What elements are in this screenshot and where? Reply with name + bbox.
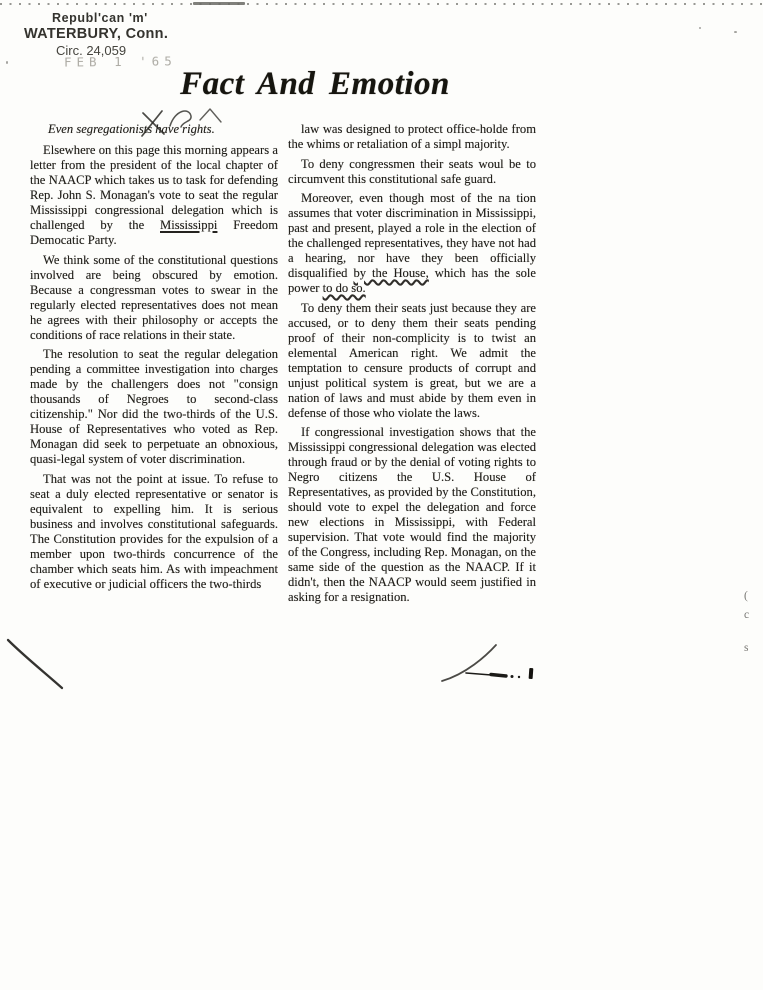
date-stamp: FEB 1 '65: [63, 53, 177, 70]
hand-marked-text: to do so.: [322, 281, 366, 295]
paragraph: The resolution to seat the regular delegation pending a committee investigation into charges made by the challengers does not "consign thousands of Negroes to second-class citizenship." Nor did the two-thirds of the U.S. House of Representatives who voted as Rep. Monagan did seek to perpetuate an obnoxious, quasi-legal system of voter discrimination.: [30, 347, 278, 466]
paragraph: Moreover, even though most of the na tion assumes that voter discrimination in Mississippi, past and present, played a role in the election of the challenged representatives, they have not had a hearing, nor have they been officially disqualified by the House, which has the sole power to do so.: [288, 191, 537, 295]
publication-name: Republ'can 'm': [52, 11, 148, 25]
masthead: [24, 11, 168, 58]
handwritten-x-mark: [130, 104, 242, 148]
pencil-diagonal-stroke: [4, 636, 68, 692]
hand-marked-text: Mississippi: [160, 218, 218, 232]
paragraph: law was designed to protect office-holde from the whims or retaliation of a simpl majority.: [288, 122, 536, 151]
edge-fragment: (: [744, 590, 748, 602]
pencil-swoosh-and-ink-dash: [436, 640, 546, 685]
scan-speck: [699, 27, 701, 29]
edge-fragment: s: [744, 642, 749, 654]
paragraph: If congressional investigation shows that the Mississippi congressional delegation was elected through fraud or by the denial of voting rights to Negro citizens the U.S. House of Representatives, as provided by the Constitution, should vote to expel the delegation and force new elections in Mississippi, with Federal supervision. That vote would find the majority of the Congress, including Rep. Monagan, on the same side of the question as the NAACP. If it didn't, then the NAACP would seem justified in asking for a resignation.: [288, 425, 536, 604]
column-1: [30, 122, 278, 610]
paragraph: Elsewhere on this page this morning appears a letter from the president of the local chapter of the NAACP which takes us to task for defending Rep. John S. Monagan's vote to seat the regular Mississippi congressional delegation which is challenged by the Mississippi Freedom Democatic Party.: [30, 143, 278, 247]
edge-fragment: c: [744, 609, 750, 621]
scan-speck: [6, 61, 8, 64]
city-line: WATERBURY, Conn.: [24, 26, 169, 42]
paragraph: That was not the point at issue. To refuse to seat a duly elected representative or senator is equivalent to expelling him. It is serious business and involves constitutional safeguards. The Constitution provides for the expulsion of a member upon two-thirds concurrence of the chamber which seats him. As with impeachment of executive or judicial officers the two-thirds: [30, 471, 278, 591]
top-dark-dash: [193, 2, 245, 5]
column-2: [288, 122, 536, 610]
intro-line: Even segregationists have rights.: [48, 122, 215, 136]
paragraph: To deny them their seats just because they are accused, or to deny them their seats pending proof of their non-complicity is to twist an elemental American right. We admit the temptation to censure products of corrupt and unjust political system is great, but we are a nation of laws and must abide by them even in defense of those who violate the laws.: [288, 300, 536, 420]
hand-marked-text: by the House,: [353, 266, 429, 280]
article-title: Fact And Emotion: [180, 66, 450, 102]
circulation-line: Circ. 24,059: [56, 43, 127, 58]
scan-speck: [734, 31, 737, 33]
article-body: [30, 122, 536, 610]
top-perforation-line: [0, 3, 763, 5]
paragraph: We think some of the constitutional questions involved are being obscured by emotion. Because a congressman votes to swear in the regularly elected representatives does not mean he agrees with their philosophy or accepts the conditions of race relations in their state.: [30, 252, 278, 342]
paragraph: To deny congressmen their seats woul be to circumvent this constitutional safe guard.: [288, 156, 536, 186]
